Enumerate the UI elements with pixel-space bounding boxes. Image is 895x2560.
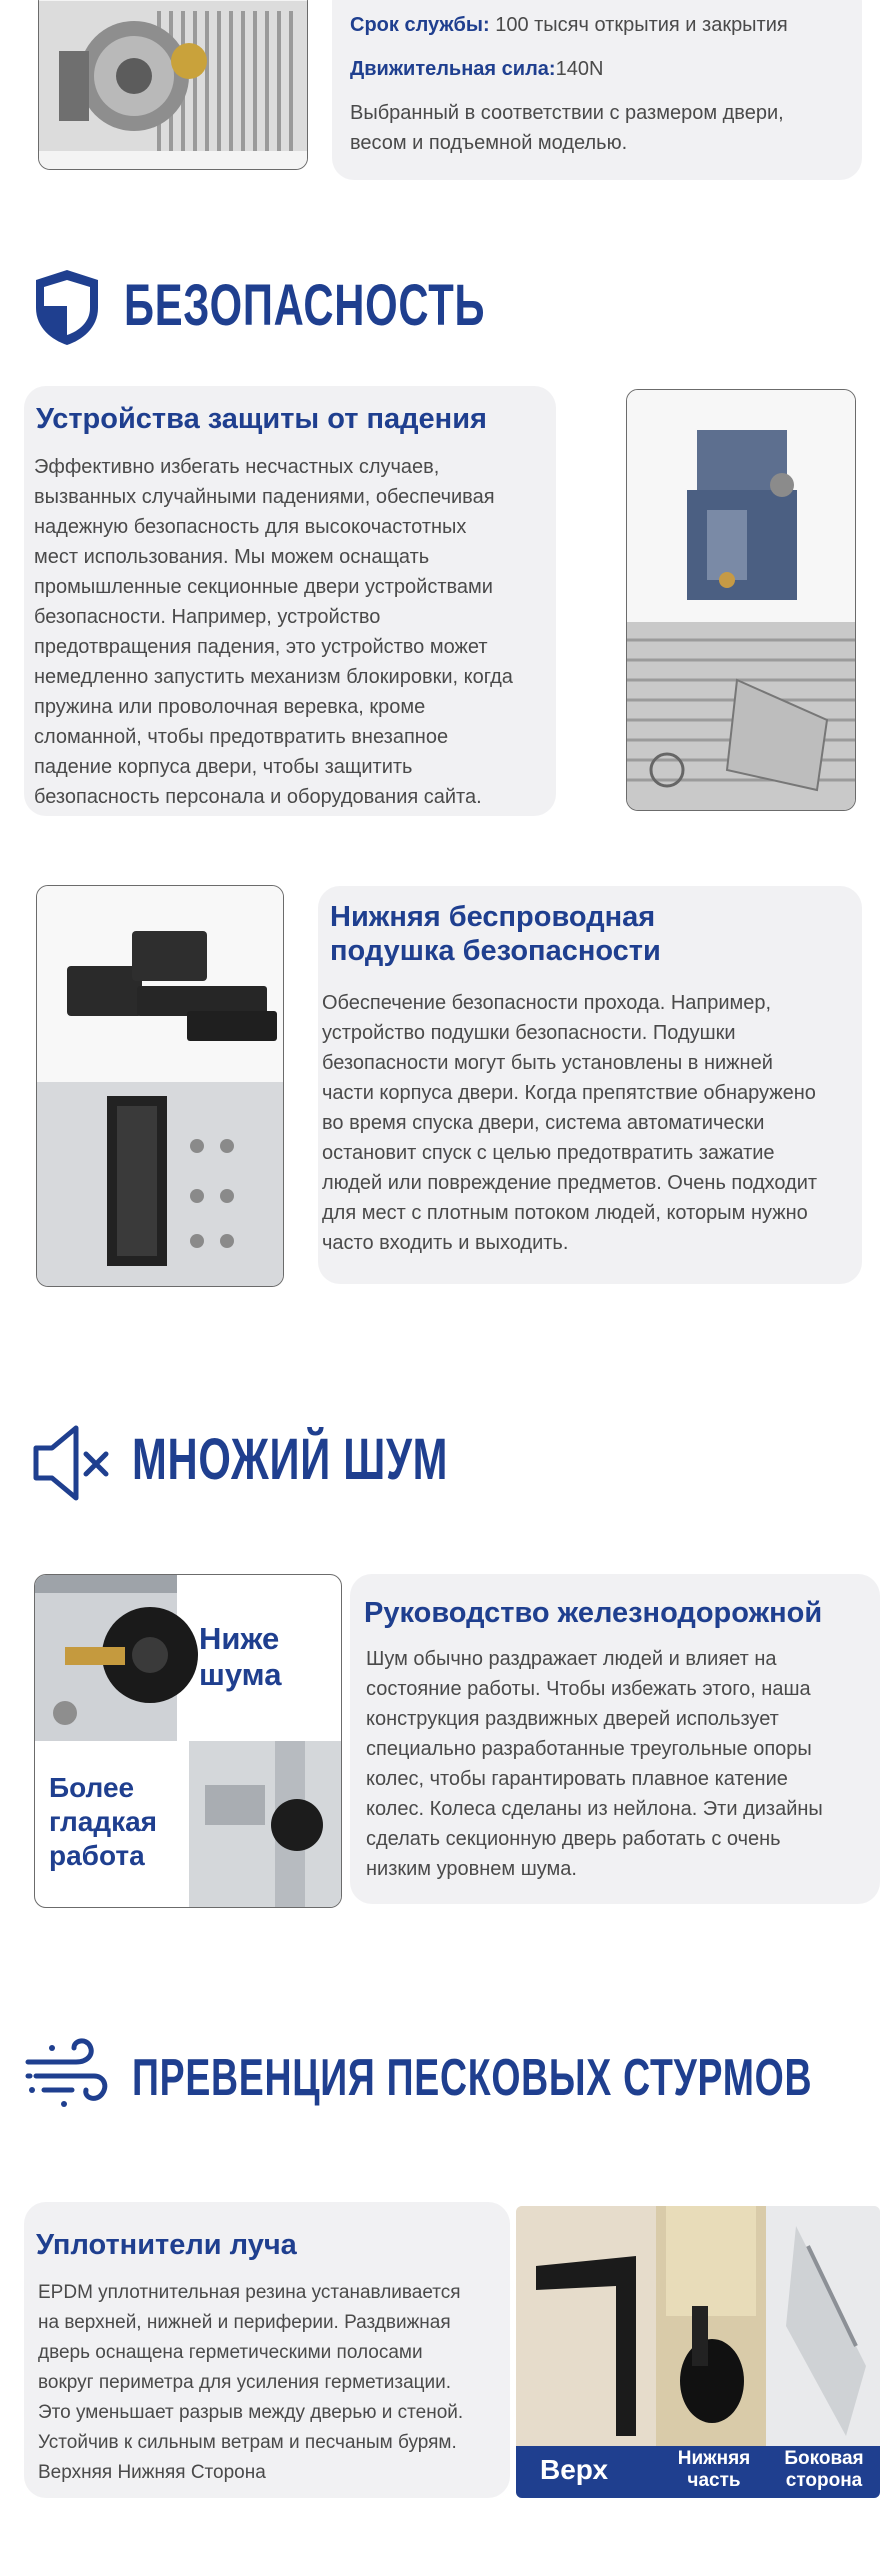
service-life-label: Срок службы: — [350, 14, 490, 36]
selection-note: Выбранный в соответствии с размером двери, весом и подъемной моделью. — [350, 102, 784, 154]
fall-protection-text: Эффективно избегать несчастных случаев, вызванных случайными падениями, обеспечивая надежную безопасность для высокочастотных мест использования. Мы можем оснащать промышленные секционные двери устройствами безопасности. Например, устройство предотвращения падения, это устройство может немедленно запустить механизм блокировки, когда пружина или проволочная веревка, кроме сломанной, чтобы предотвратить внезапное падение корпуса двери, чтобы защитить безопасность персонала и оборудования сайта. — [34, 456, 513, 808]
spring-motor-photo — [38, 0, 308, 170]
lower-noise-label: Ниже шума — [199, 1621, 282, 1692]
rail-guide-title: Руководство железнодорожной — [364, 1597, 823, 1629]
service-life-value: 100 тысяч открытия и закрытия — [489, 14, 788, 36]
sand-section-title: ПРЕВЕНЦИЯ ПЕСКОВЫХ СТУРМОВ — [132, 2049, 813, 2107]
beam-seal-title: Уплотнители луча — [36, 2229, 297, 2261]
seal-profiles-photo — [516, 2206, 880, 2498]
service-life-line — [350, 12, 788, 38]
spring-motor-image — [39, 0, 307, 169]
speaker-mute-icon — [30, 1422, 120, 1504]
noise-section-title: МНОЖИЙ ШУМ — [132, 1427, 449, 1492]
driving-force-value: 140N — [555, 58, 604, 80]
airbag-device-photo — [36, 885, 284, 1287]
wind-icon — [24, 2034, 108, 2110]
fall-device-photo — [626, 389, 856, 811]
top-seal-label: Верх — [540, 2454, 609, 2485]
airbag-title: Нижняя беспроводная подушка безопасности — [330, 901, 661, 967]
bottom-seal-label: Нижняя часть — [677, 2448, 751, 2491]
smoother-operation-label: Более гладкая работа — [49, 1772, 158, 1871]
shield-icon — [32, 268, 102, 346]
beam-seal-text: EPDM уплотнительная резина устанавливается на верхней, нижней и периферии. Раздвижная дверь оснащена герметическими полосами вокруг периметра для усиления герметизации. Это уменьшает разрыв между дверью и стеной. Устойчив к сильным ветрам и песчаным бурям. Верхняя Нижняя Сторона — [38, 2282, 464, 2483]
safety-section-title: БЕЗОПАСНОСТЬ — [124, 273, 486, 338]
fall-protection-title: Устройства защиты от падения — [36, 403, 487, 435]
driving-force-label: Движительная сила: — [350, 58, 556, 80]
airbag-text: Обеспечение безопасности прохода. Например, устройство подушки безопасности. Подушки безопасности могут быть установлены в нижней части корпуса двери. Когда препятствие обнаружено во время спуска двери, система автоматически остановит спуск с целью предотвратить зажатие людей или повреждение предметов. Очень подходит для мест с плотным потоком людей, которым нужно часто входить и выходить. — [322, 992, 818, 1254]
noise-wheel-photo — [34, 1574, 342, 1908]
side-seal-label: Боковая сторона — [784, 2448, 864, 2491]
rail-guide-text: Шум обычно раздражает людей и влияет на состояние работы. Чтобы избежать этого, наша конструкция раздвижных дверей использует специально разработанные треугольные опоры колес, чтобы гарантировать плавное катение колес. Колеса сделаны из нейлона. Эти дизайны сделать секционную дверь работать с очень низким уровнем шума. — [366, 1648, 823, 1880]
driving-force-line — [350, 56, 603, 82]
